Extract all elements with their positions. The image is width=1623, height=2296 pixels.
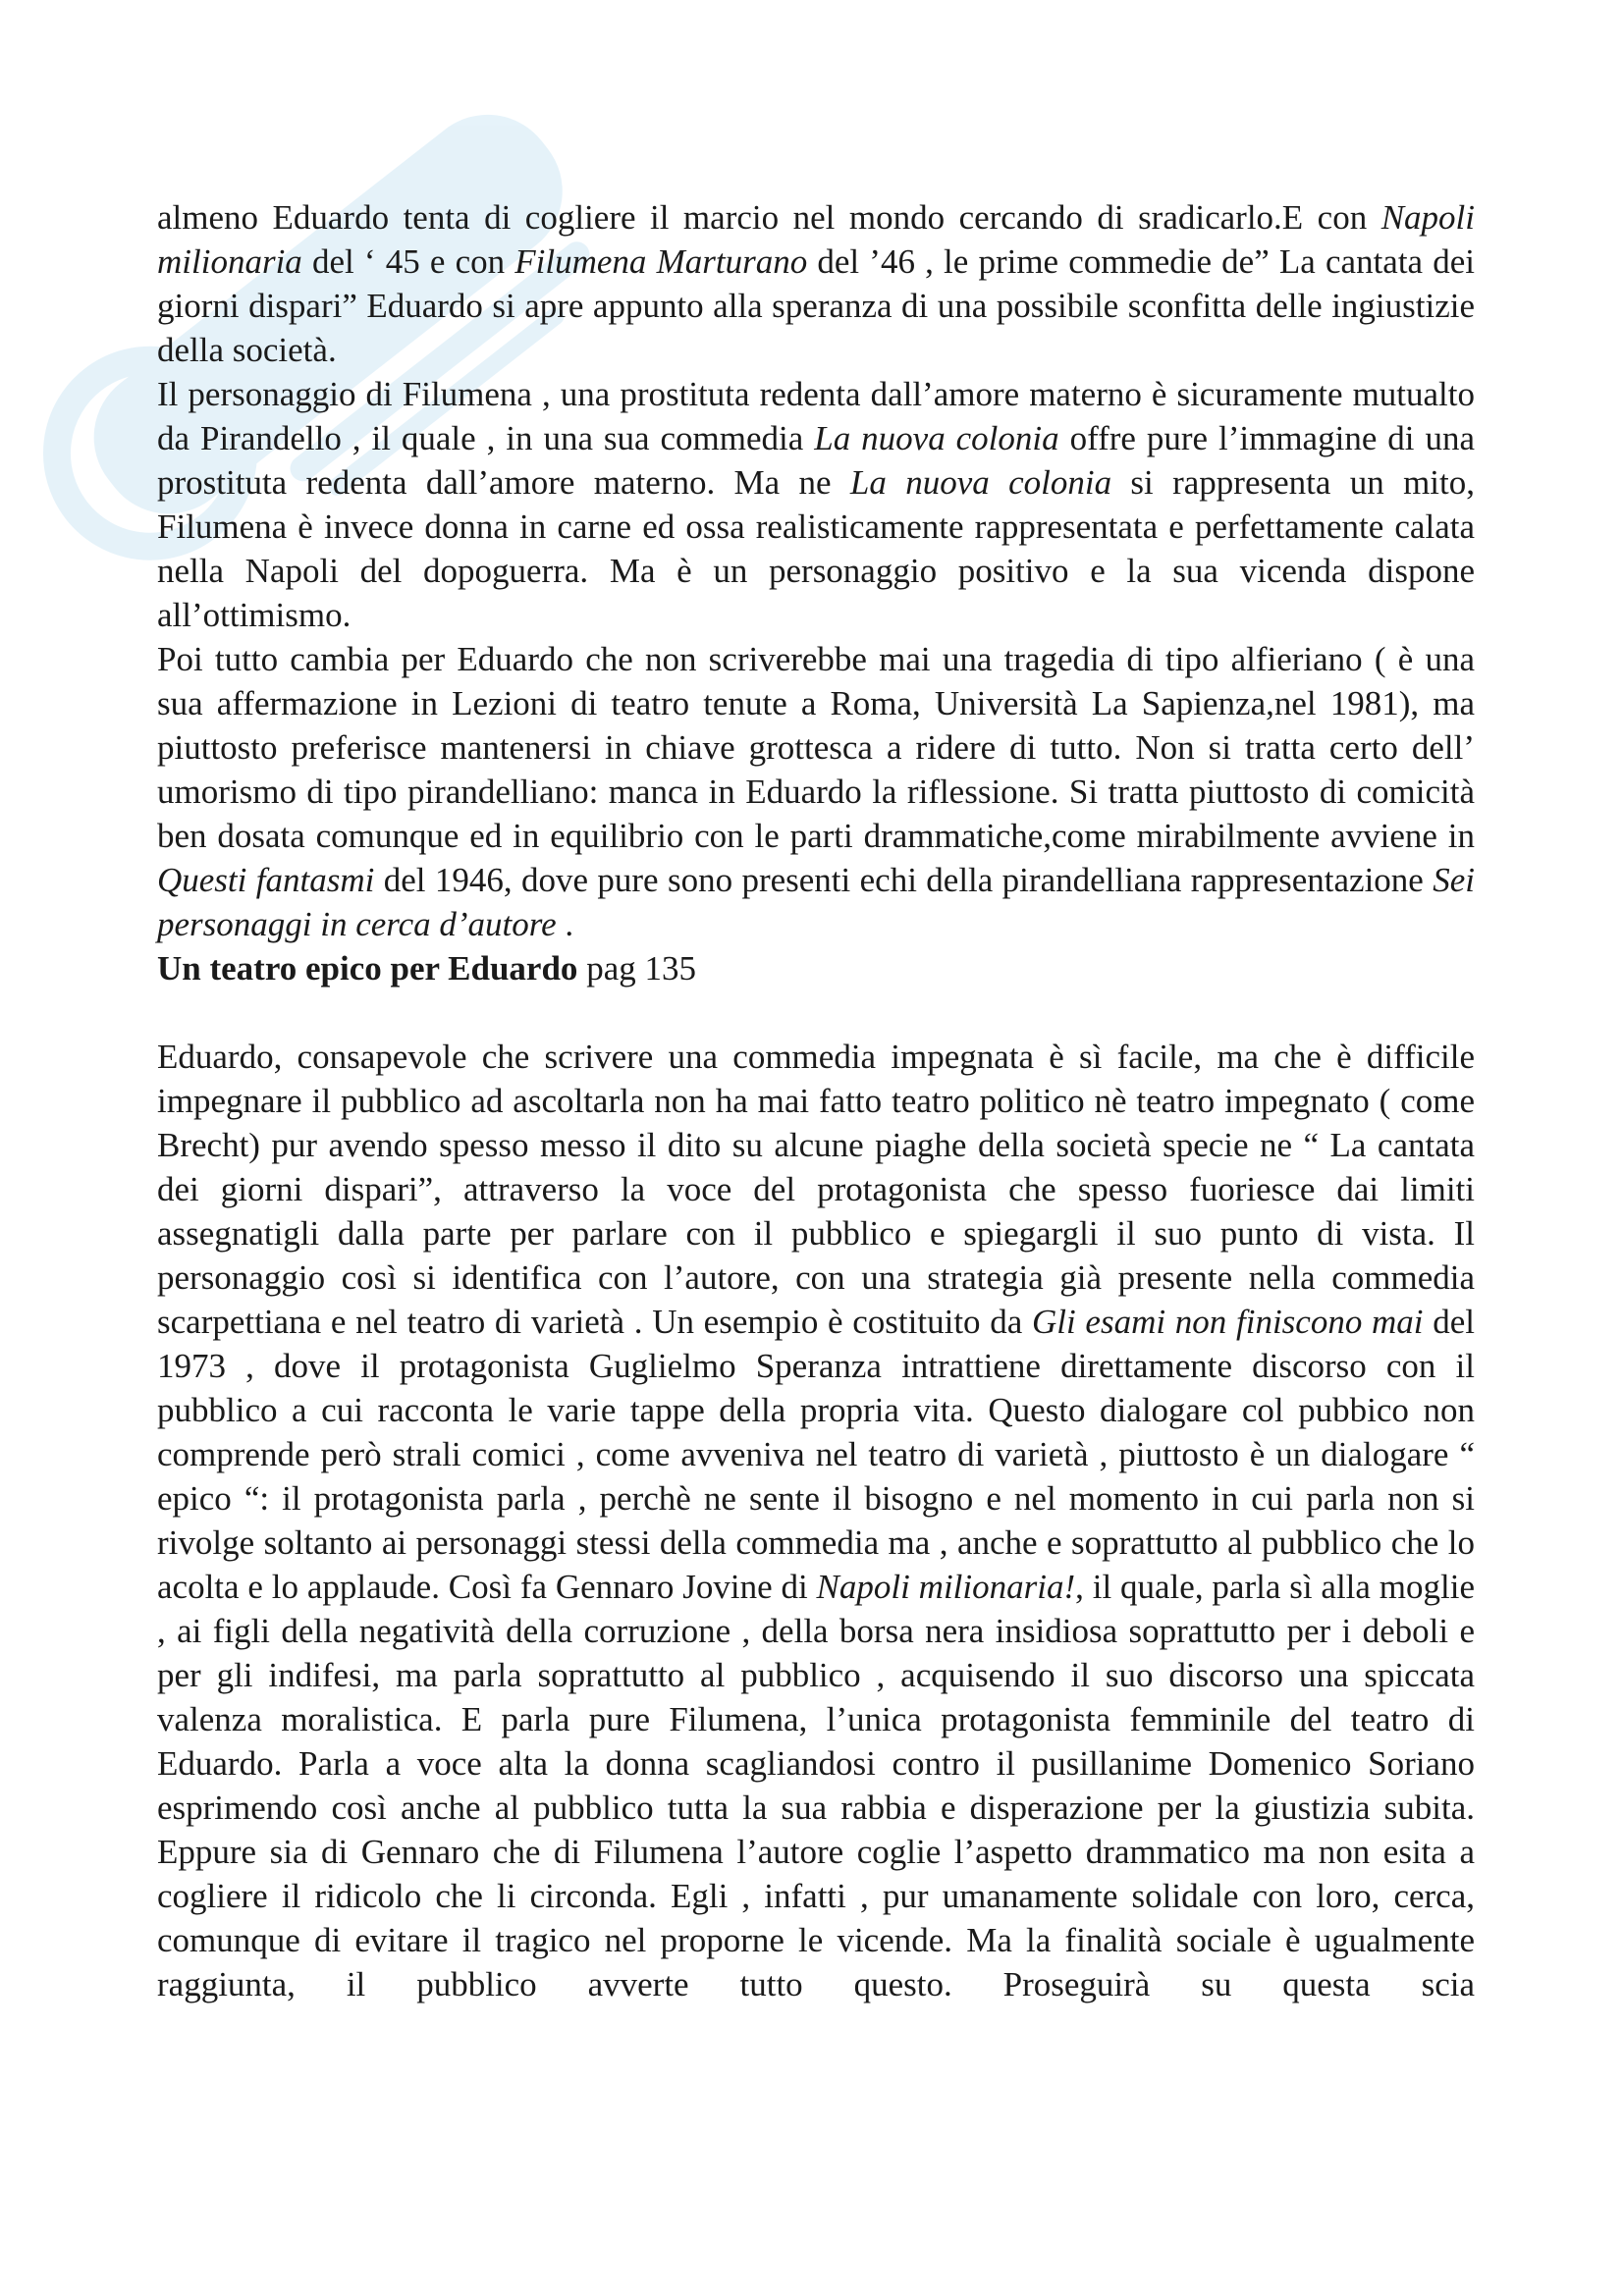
italic-title: Questi fantasmi xyxy=(157,861,375,899)
italic-title: Sei personaggi in cerca d’autore xyxy=(157,861,1475,943)
text-run: Poi tutto cambia per Eduardo che non scriverebbe mai una tragedia di tipo alfieriano ( è una sua affermazione in Lezioni di teatro tenute a Roma, Università La Sapienza,nel 1981), ma piuttosto preferisce mantenersi in chiave grottesca a ridere di tutto. Non si tratta certo dell’ umorismo di tipo pirandelliano: manca in Eduardo la riflessione. Si tratta piuttosto di comicità ben dosata comunque ed in equilibrio con le parti drammatiche,come mirabilmente avviene in xyxy=(157,640,1475,855)
italic-title: La nuova colonia xyxy=(849,463,1112,502)
text-run: del ’46 , le prime commedie de” La cantata dei giorni dispari” Eduardo si apre appunto alla speranza di una possibile sconfitta delle ingiustizie della società. xyxy=(157,242,1476,369)
blank-line xyxy=(157,990,1475,1035)
paragraph-4 xyxy=(157,1035,1475,2006)
text-run: del 1973 , dove il protagonista Guglielmo Speranza intrattiene direttamente discorso con il pubblico a cui racconta le varie tappe della propria vita. Questo dialogare col pubbico non comprende però strali comici , come avveniva nel teatro di varietà , piuttosto è un dialogare “ epico “: il protagonista parla , perchè ne sente il bisogno e nel momento in cui parla non si rivolge soltanto ai personaggi stessi della commedia ma , anche e soprattutto al pubblico che lo acolta e lo applaude. Così fa Gennaro Jovine di xyxy=(157,1303,1475,1606)
paragraph-1 xyxy=(157,195,1475,372)
text-run: Il personaggio di Filumena , una prostituta redenta dall’amore materno è sicuramente mutualto da Pirandello , il quale , in una sua commedia xyxy=(157,375,1475,457)
italic-title: Napoli milionaria! xyxy=(816,1568,1076,1606)
italic-title: Napoli milionaria xyxy=(157,198,1475,281)
text-run: offre pure l’immagine di una prostituta redenta dall’amore materno. Ma ne xyxy=(157,419,1475,502)
italic-title: Filumena Marturano xyxy=(514,242,808,281)
text-run: del 1946, dove pure sono presenti echi della pirandelliana rappresentazione xyxy=(374,861,1434,899)
text-run: . xyxy=(556,905,574,943)
paragraph-3 xyxy=(157,637,1475,946)
section-heading-page: pag 135 xyxy=(577,949,696,988)
text-run: si rappresenta un mito, Filumena è invece donna in carne ed ossa realisticamente rappresentata e perfettamente calata nella Napoli del dopoguerra. Ma è un personaggio positivo e la sua vicenda dispone all’ottimismo. xyxy=(157,463,1476,634)
text-run: del ‘ 45 e con xyxy=(301,242,515,281)
paragraph-2 xyxy=(157,372,1475,637)
text-run: , il quale, parla sì alla moglie , ai figli della negatività della corruzione , della borsa nera insidiosa soprattutto per i deboli e per gli indifesi, ma parla soprattutto al pubblico , acquisendo il suo discorso una spiccata valenza moralistica. E parla pure Filumena, l’unica protagonista femminile del teatro di Eduardo. Parla a voce alta la donna scagliandosi contro il pusillanime Domenico Soriano esprimendo così anche al pubblico tutta la sua rabbia e disperazione per la giustizia subita. Eppure sia di Gennaro che di Filumena l’autore coglie l’aspetto drammatico ma non esita a cogliere il ridicolo che li circonda. Egli , infatti , pur umanamente solidale con loro, cerca, comunque di evitare il tragico nel proporne le vicende. Ma la finalità sociale è ugualmente raggiunta, il pubblico avverte tutto questo. Proseguirà su questa scia xyxy=(157,1568,1475,2003)
italic-title: Gli esami non finiscono mai xyxy=(1032,1303,1424,1341)
text-run: Eduardo, consapevole che scrivere una commedia impegnata è sì facile, ma che è difficile impegnare il pubblico ad ascoltarla non ha mai fatto teatro politico nè teatro impegnato ( come Brecht) pur avendo spesso messo il dito su alcune piaghe della società specie ne “ La cantata dei giorni dispari”, attraverso la voce del protagonista che spesso fuoriesce dai limiti assegnatigli dalla parte per parlare con il pubblico e spiegargli il suo punto di vista. Il personaggio così si identifica con l’autore, con una strategia già presente nella commedia scarpettiana e nel teatro di varietà . Un esempio è costituito da xyxy=(157,1038,1475,1341)
section-heading-title: Un teatro epico per Eduardo xyxy=(157,949,578,988)
section-heading xyxy=(157,946,1475,990)
text-run: almeno Eduardo tenta di cogliere il marcio nel mondo cercando di sradicarlo.E con xyxy=(157,198,1381,237)
document-body xyxy=(157,195,1475,2006)
italic-title: La nuova colonia xyxy=(814,419,1059,457)
